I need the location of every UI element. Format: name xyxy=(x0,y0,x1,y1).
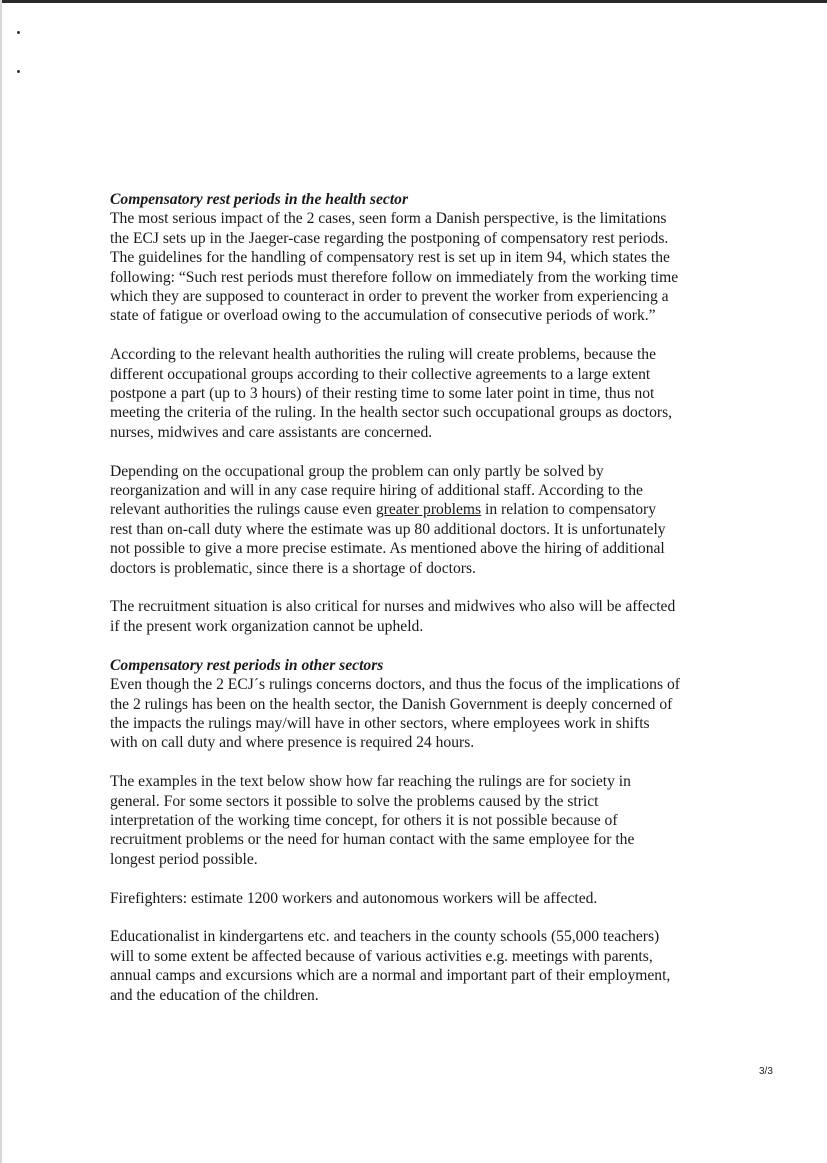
paragraph-text: Depending on the occupational group the problem can only partly be solved by reorganization and will in any case require hiring of additional staff. According to the relevant authorities the rulings cause even xyxy=(110,462,643,519)
paragraph: Firefighters: estimate 1200 workers and autonomous workers will be affected. xyxy=(110,889,598,907)
left-scan-edge xyxy=(0,0,2,1163)
paragraph: The examples in the text below show how far reaching the rulings are for society in general. For some sectors it possible to solve the problems caused by the strict interpretation of the working time concept, for others it is not possible because of recruitment problems or the need for human contact with the same employee for the longest period possible. xyxy=(110,773,635,868)
paragraph: The recruitment situation is also critical for nurses and midwives who also will be affected if the present work organization cannot be upheld. xyxy=(110,598,676,635)
underlined-text: greater problems xyxy=(375,501,482,519)
paragraph: The most serious impact of the 2 cases, seen form a Danish perspective, is the limitations the ECJ sets up in the Jaeger-case regarding the postponing of compensatory rest periods. The guidelines for the handling of compensatory rest is set up in item 94, which states the following: “Such rest periods must therefore follow on immediately from the working time which they are supposed to counteract in order to prevent the worker from experiencing a state of fatigue or overload owing to the accumulation of consecutive periods of work.” xyxy=(110,210,679,325)
section-heading-other: Compensatory rest periods in other sectors xyxy=(110,656,384,674)
section-heading-health: Compensatory rest periods in the health sector xyxy=(110,191,409,208)
scan-speck xyxy=(17,70,20,73)
page-number: 3/3 xyxy=(759,1066,773,1077)
document-body xyxy=(110,190,680,1005)
paragraph: Even though the 2 ECJ´s rulings concerns doctors, and thus the focus of the implications of the 2 rulings has been on the health sector, the Danish Government is deeply concerned of the impacts the rulings may/will have in other sectors, where employees work in shifts with on call duty and where presence is required 24 hours. xyxy=(110,676,680,752)
paragraph: According to the relevant health authorities the ruling will create problems, because the different occupational groups according to their collective agreements to a large extent postpone a part (up to 3 hours) of their resting time to some later point in time, thus not meeting the criteria of the ruling. In the health sector such occupational groups as doctors, nurses, midwives and care assistants are concerned. xyxy=(110,346,673,441)
scan-speck xyxy=(17,31,20,34)
paragraph: Educationalist in kindergartens etc. and teachers in the county schools (55,000 teachers) will to some extent be affected because of various activities e.g. meetings with parents, annual camps and excursions which are a normal and important part of their employment, and the education of the children. xyxy=(110,928,671,1004)
paragraph-text: in relation to compensatory rest than on-call duty where the estimate was up 80 additional doctors. It is unfortunately not possible to give a more precise estimate. As mentioned above the hiring of additional doctors is problematic, since there is a shortage of doctors. xyxy=(110,501,666,577)
top-scan-border xyxy=(0,0,827,3)
paragraph xyxy=(110,462,680,578)
